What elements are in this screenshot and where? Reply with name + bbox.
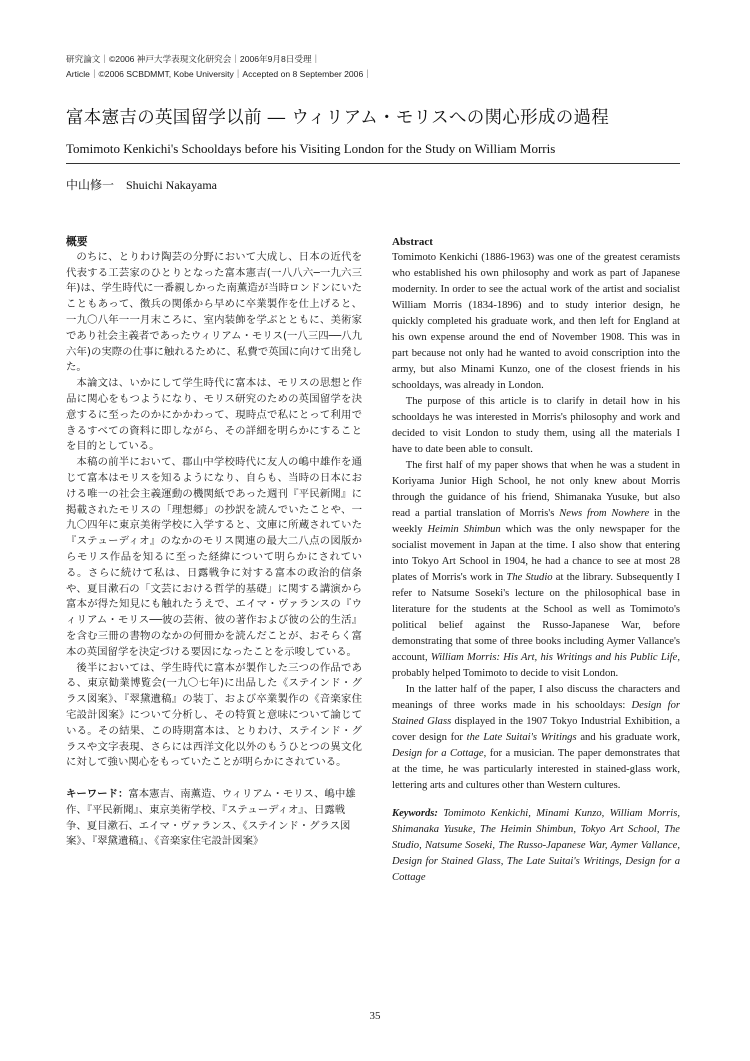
ja-paragraph-4: 後半においては、学生時代に富本が製作した三つの作品である、東京勧業博覧会(一九〇七年)に出品した《ステインド・グラス図案》、『翠黛遺稿』の装丁、および卒業製作の《音楽家住宅設計図案》について分析し、その特質と意味について論じている。その結果、この時期富本は、とりわけ、ステインド・グラスや文字表現、さらには西洋文化以外のもうひとつの異文化に対して強い関心をもっていたことが明らかにされている。	[66, 661, 362, 769]
en-p3-title-news-from-nowhere: News from Nowhere	[559, 508, 650, 519]
ja-keywords-text: 富本憲吉、南薫造、ウィリアム・モリス、嶋中雄作、『平民新聞』、東京美術学校、『ステューディオ』、日露戦争、夏目漱石、エイマ・ヴァランス、《ステインド・グラス図案》、『翠黛遺稿』、《音楽家住宅設計図案》	[66, 788, 356, 848]
en-p4-title-cottage: Design for a Cottage	[392, 748, 484, 759]
ja-abstract-heading: 概要	[66, 235, 88, 248]
ja-paragraph-1: のちに、とりわけ陶芸の分野において大成し、日本の近代を代表する工芸家のひとりとなった富本憲吉(一八八六─一九六三年)は、学生時代に一番親しかった南薫造が当時ロンドンにいたこともあって、徴兵の関係から早めに卒業製作を仕上げると、一九〇八年一一月末ころに、室内装飾を学ぶとともに、美術家であり社会主義者であったウィリアム・モリス(一八三四──八九六年)の実際の仕事に触れるために、私費で英国に向けて出発した。	[66, 250, 362, 374]
article-header	[66, 52, 372, 82]
en-paragraph-2: The purpose of this article is to clarify in detail how in his schooldays he was interested in Morris's philosophy and work and decided to visit London to study them, using all the materials I have to date been able to consult.	[392, 396, 680, 455]
en-p4-text-g: , for a musician. The paper demonstrates that at the time, he was particularly interested in stained-glass work, lettering arts and cultures other than Western cultures.	[392, 748, 680, 791]
en-paragraph-4	[392, 682, 680, 794]
en-p3-text-e: which was the only newspaper for the socialist movement in Japan at the time. I also show that entering into Tokyo Art School in 1904, he had a chance to see at most 28 plates of Morris's work in	[392, 524, 680, 583]
header-ja-line: 研究論文｜©2006 神戸大学表現文化研究会｜2006年9月8日受理｜	[66, 54, 321, 64]
title-english: Tomimoto Kenkichi's Schooldays before his Visiting London for the Study on William Morris	[66, 141, 556, 156]
title-divider	[66, 163, 680, 164]
en-abstract-heading: Abstract	[392, 236, 433, 248]
en-p4-text-e: and his graduate work,	[576, 732, 680, 743]
en-paragraph-1: Tomimoto Kenkichi (1886-1963) was one of the greatest ceramists who established his own philosophy and work as part of Japanese modernity. In order to see the actual work of the artist and socialist William Morris (1834-1896) and to study interior design, he quickly completed his graduate work, and then left for England at his own expense around the end of November 1908. This was in part because not only had he wanted to avoid conscription into the army, but also Minami Kunzo, one of the closest friends in his schooldays, was already in London.	[392, 252, 680, 391]
en-p4-title-suitai-writings: the Late Suitai's Writings	[466, 732, 577, 743]
en-p3-text-a: The first half of my paper shows that when he was a student in Koriyama Junior High School, he not only knew about Morris through the guidance of his friend, Shimanaka Yusuke, but also read a partial translation of Morris's	[392, 460, 680, 519]
en-keywords-text: Tomimoto Kenkichi, Minami Kunzo, William Morris, Shimanaka Yusuke, The Heimin Shimbun, Tokyo Art School, The Studio, Natsume Soseki, The Russo-Japanese War, Aymer Vallance, Design for Stained Glass, The Late Suitai's Writings, Design for a Cottage	[392, 808, 680, 883]
ja-paragraph-3: 本稿の前半において、郡山中学校時代に友人の嶋中雄作を通じて富本はモリスを知るようになり、自らも、当時の日本における唯一の社会主義運動の機関紙であった週刊『平民新聞』に掲載されたモリスの「理想郷」の抄訳を読んでいたことや、一九〇四年に東京美術学校に入学すると、文庫に所蔵されていた『ステューディオ』のなかのモリス関連の最大二八点の図版からモリス作品を知るに至った経緯について明らかにされている。さらに続けて私は、日露戦争に対する富本の政治的信条や、夏目漱石の「文芸における哲学的基礎」に関する講演から富本が得た知見にも触れたうえで、エイマ・ヴァランスの『ウィリアム・モリス──彼の芸術、彼の著作および彼の公的生活』を含む三冊の書物のなかの何冊かを読んだことが、おそらく富本の英国留学を決定づける要因になったことを示唆している。	[66, 456, 362, 658]
en-keywords-label: Keywords:	[392, 808, 438, 819]
en-p3-text-i: , probably helped Tomimoto to decide to visit London.	[392, 652, 680, 679]
en-keywords	[392, 806, 680, 886]
en-p4-text-a: In the latter half of the paper, I also discuss the characters and meanings of three works made in his schooldays:	[392, 684, 680, 711]
en-p4-title-stained-glass: Design for Stained Glass	[392, 700, 681, 727]
ja-keywords	[66, 787, 362, 850]
en-p3-text-g: at the library. Subsequently I refer to Natsume Soseki's lecture on the philosophical base in literature for the students at the School as well as Tomimoto's political belief against the Russo-Japanese War, before demonstrating that some of three books including Aymer Vallance's account,	[392, 572, 680, 663]
en-p3-title-william-morris: William Morris: His Art, his Writings and his Public Life	[430, 652, 678, 663]
page-number: 35	[369, 1010, 381, 1022]
author-line: 中山修一 Shuichi Nakayama	[66, 178, 217, 192]
en-p3-title-the-studio: The Studio	[506, 572, 553, 583]
header-en-line: Article｜©2006 SCBDMMT, Kobe University｜Accepted on 8 September 2006｜	[66, 69, 372, 79]
ja-keywords-label: キーワード：	[66, 788, 129, 801]
english-abstract-column	[392, 234, 680, 886]
en-p4-text-c: displayed in the 1907 Tokyo Industrial Exhibition, a cover design for	[392, 716, 680, 743]
en-p3-title-heimin-shimbun: Heimin Shimbun	[427, 524, 501, 535]
en-paragraph-3	[392, 458, 680, 682]
japanese-abstract-column	[66, 234, 362, 850]
title-japanese: 富本憲吉の英国留学以前 ― ウィリアム・モリスへの関心形成の過程	[66, 108, 610, 128]
en-p3-text-c: in the weekly	[392, 508, 680, 535]
ja-paragraph-2: 本論文は、いかにして学生時代に富本は、モリスの思想と作品に関心をもつようになり、モリス研究のための英国留学を決意するに至ったのかにかかわって、現時点で私にとって利用できるすべての資料に即しながら、その詳細を明らかにすることを目的としている。	[66, 377, 362, 453]
